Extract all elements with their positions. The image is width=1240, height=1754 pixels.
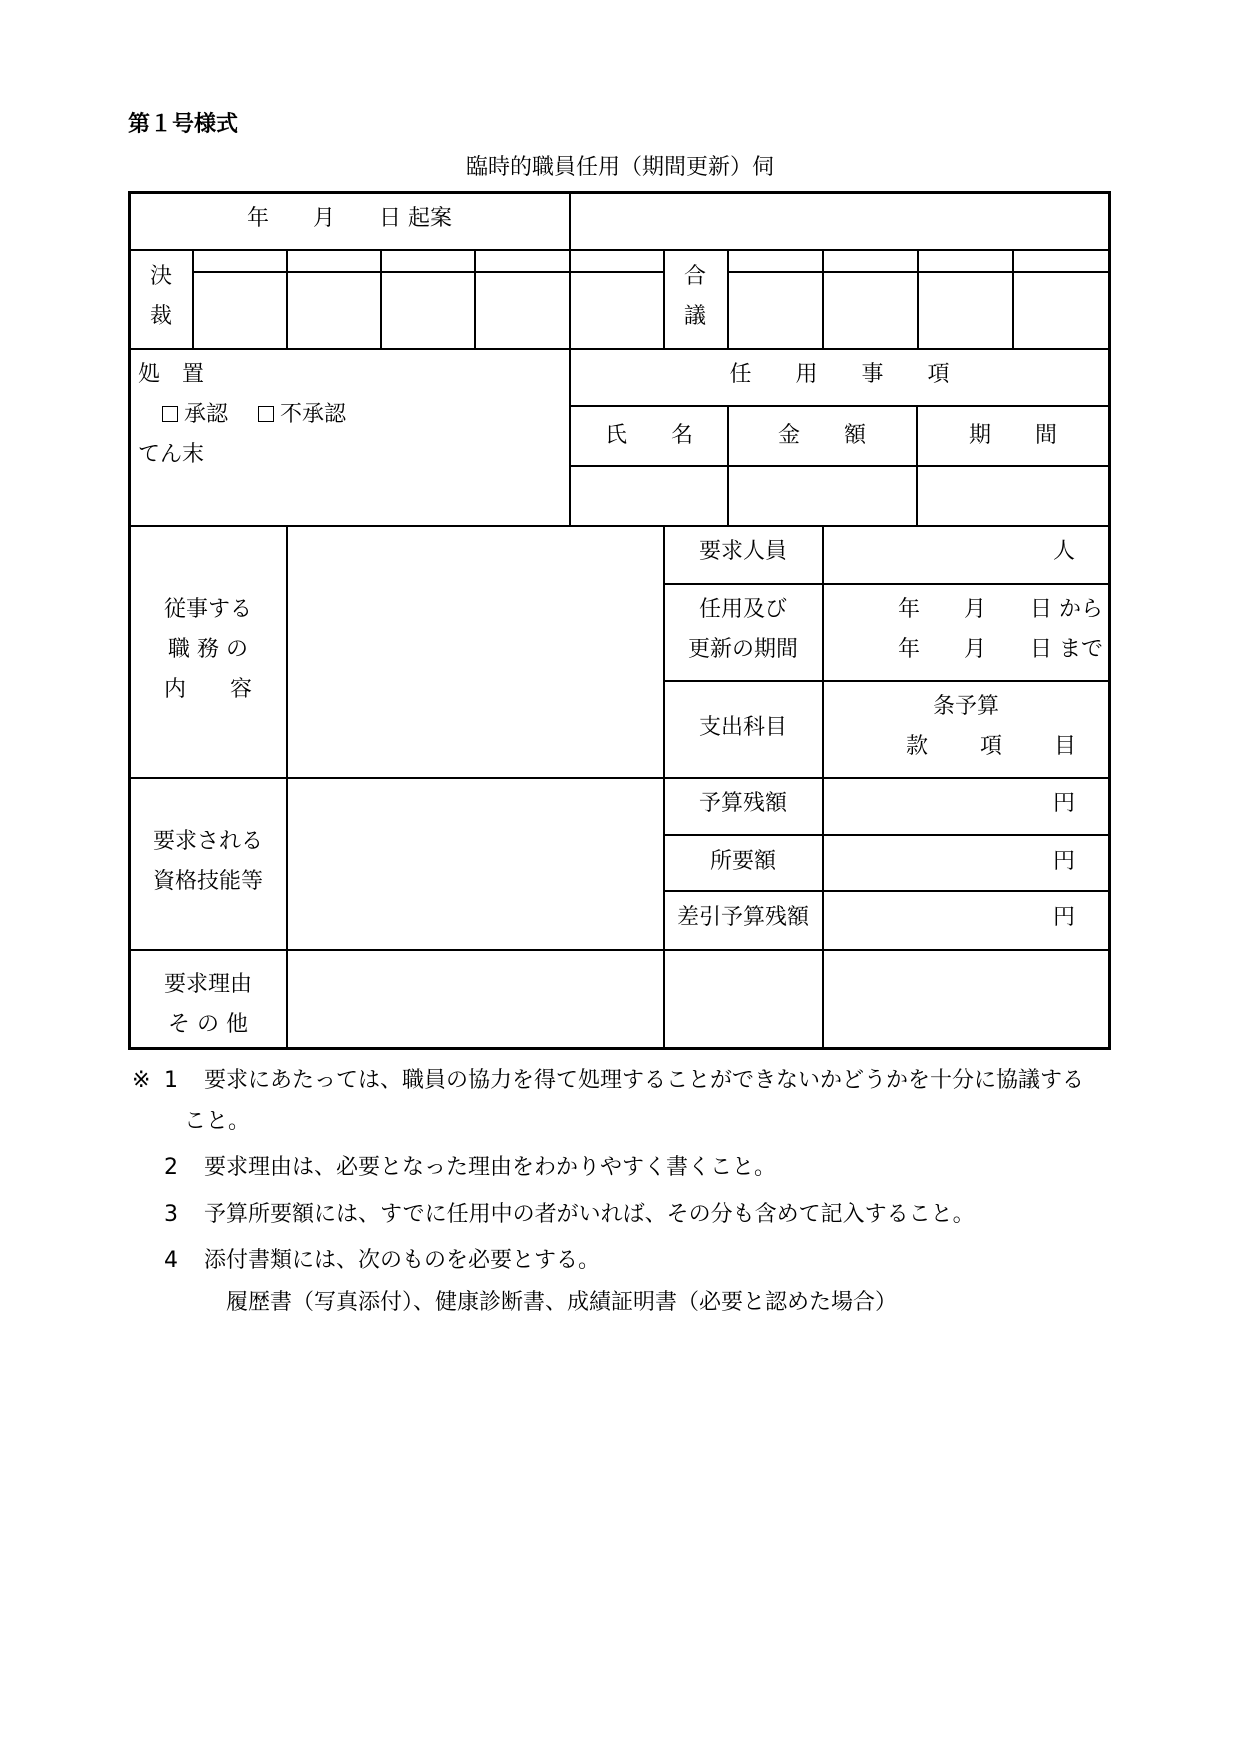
appointment-header: 任 用 事 項 bbox=[729, 362, 950, 387]
note-4-line-2: 履歴書（写真添付）、健康診断書、成績証明書（必要と認めた場合） bbox=[226, 1290, 898, 1315]
duties-label-3: 内 容 bbox=[163, 677, 252, 702]
note-1-line-1: 要求にあたっては、職員の協力を得て処理することができないかどうかを十分に協議する bbox=[204, 1068, 1085, 1093]
qualifications-label-2: 資格技能等 bbox=[152, 869, 263, 894]
divider bbox=[664, 680, 1109, 682]
note-4-num: 4 bbox=[164, 1248, 178, 1273]
reject-checkbox[interactable] bbox=[258, 406, 274, 422]
drafting-field[interactable] bbox=[571, 193, 1108, 249]
budget-label: 条予算 bbox=[932, 694, 999, 719]
divider bbox=[663, 250, 665, 348]
document-title: 臨時的職員任用（期間更新）伺 bbox=[465, 155, 774, 180]
duties-label-1: 従事する bbox=[163, 597, 252, 622]
reason-label-1: 要求理由 bbox=[163, 972, 252, 997]
expense-label: 支出科目 bbox=[698, 715, 787, 740]
drafting-date-label: 年 月 日 起案 bbox=[247, 206, 452, 231]
note-4-line-1: 添付書類には、次のものを必要とする。 bbox=[204, 1248, 601, 1273]
period-label-1: 任用及び bbox=[698, 597, 787, 622]
reason-extra-field-1[interactable] bbox=[665, 951, 821, 1048]
note-3-line-1: 予算所要額には、すでに任用中の者がいれば、その分も含めて記入すること。 bbox=[204, 1202, 975, 1227]
col-name: 氏 名 bbox=[604, 423, 693, 448]
net-balance-label: 差引予算残額 bbox=[676, 905, 809, 930]
reject-label: 不承認 bbox=[280, 402, 347, 427]
required-amount-unit: 円 bbox=[1052, 849, 1075, 874]
divider bbox=[570, 405, 1109, 407]
name-field[interactable] bbox=[571, 467, 727, 525]
reason-extra-field-2[interactable] bbox=[824, 951, 1108, 1048]
period-field[interactable] bbox=[918, 467, 1108, 525]
item-kan: 款 bbox=[906, 734, 929, 759]
col-period: 期 間 bbox=[968, 423, 1057, 448]
note-2-line-1: 要求理由は、必要となった理由をわかりやすく書くこと。 bbox=[204, 1155, 777, 1180]
duties-field[interactable] bbox=[288, 527, 662, 777]
decision-stamp-cells[interactable] bbox=[193, 272, 663, 348]
qualifications-field[interactable] bbox=[288, 779, 662, 949]
reason-label-2: そ の 他 bbox=[168, 1012, 248, 1037]
qualifications-label-1: 要求される bbox=[152, 829, 263, 854]
reason-field[interactable] bbox=[288, 951, 662, 1048]
note-1-line-2: こと。 bbox=[184, 1109, 251, 1134]
item-moku: 目 bbox=[1054, 734, 1077, 759]
net-balance-unit: 円 bbox=[1052, 905, 1075, 930]
divider bbox=[130, 249, 1109, 251]
divider bbox=[130, 348, 1109, 350]
form-number: 第１号様式 bbox=[128, 112, 239, 137]
col-amount: 金 額 bbox=[777, 423, 866, 448]
required-amount-label: 所要額 bbox=[709, 849, 776, 874]
consult-label-2: 議 bbox=[683, 304, 706, 329]
period-from: 年 月 日 から bbox=[898, 597, 1103, 622]
consult-stamp-cells[interactable] bbox=[728, 272, 1109, 348]
approve-option[interactable] bbox=[162, 404, 228, 426]
duties-label-2: 職 務 の bbox=[168, 637, 248, 662]
reject-option[interactable] bbox=[258, 404, 346, 426]
requested-staff-unit: 人 bbox=[1052, 539, 1075, 564]
notes-mark: ※ bbox=[132, 1068, 151, 1093]
note-2-num: 2 bbox=[164, 1155, 178, 1180]
approve-checkbox[interactable] bbox=[162, 406, 178, 422]
budget-balance-unit: 円 bbox=[1052, 791, 1075, 816]
note-1-num: 1 bbox=[164, 1068, 178, 1093]
divider bbox=[664, 583, 1109, 585]
disposition-label: 処 置 bbox=[138, 362, 205, 387]
budget-balance-label: 予算残額 bbox=[698, 791, 787, 816]
decision-label-1: 決 bbox=[149, 264, 172, 289]
note-3-num: 3 bbox=[164, 1202, 178, 1227]
item-kou: 項 bbox=[980, 734, 1003, 759]
divider bbox=[664, 890, 1109, 892]
decision-label-2: 裁 bbox=[149, 304, 172, 329]
requested-staff-label: 要求人員 bbox=[698, 539, 787, 564]
amount-field[interactable] bbox=[729, 467, 916, 525]
consult-label-1: 合 bbox=[683, 264, 706, 289]
tenmatsu-label: てん末 bbox=[138, 442, 205, 467]
period-to: 年 月 日 まで bbox=[898, 637, 1103, 662]
divider bbox=[664, 834, 1109, 836]
approve-label: 承認 bbox=[184, 402, 229, 427]
period-label-2: 更新の期間 bbox=[687, 637, 798, 662]
